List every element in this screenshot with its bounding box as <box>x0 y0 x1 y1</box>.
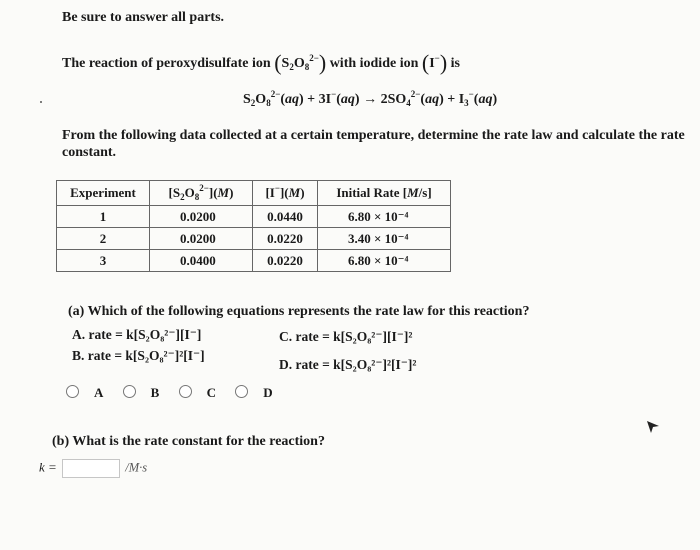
reaction-equation: $S_2O_8^{2-}(aq) + 3I^-(aq) \to 2SO_4^{2-}(aq) + I_3^-(aq)$ <box>243 89 498 108</box>
answer-radio-group <box>66 385 289 401</box>
radio-d[interactable] <box>235 385 248 398</box>
rate-constant-row <box>39 459 147 478</box>
radio-c-label: C <box>206 385 216 400</box>
question-a: (a) Which of the following equations represents the rate law for this reaction? <box>68 304 530 319</box>
radio-c[interactable] <box>179 385 192 398</box>
rate-constant-unit: /M·s <box>125 460 148 475</box>
table-row <box>57 250 451 272</box>
cell-rate: 6.80 × 10⁻⁴ <box>318 206 451 228</box>
radio-d-label: D <box>263 385 273 400</box>
table-row <box>57 228 451 250</box>
cell-rate: 3.40 × 10⁻⁴ <box>318 228 451 250</box>
header-initial-rate: Initial Rate [M/s] <box>318 181 451 206</box>
option-d-text: D. rate = k[S₂O₈²⁻]²[I⁻]² <box>279 357 417 372</box>
stray-dot <box>40 101 42 103</box>
cell-s2o8: 0.0400 <box>150 250 253 272</box>
cell-experiment: 3 <box>57 250 150 272</box>
cell-rate: 6.80 × 10⁻⁴ <box>318 250 451 272</box>
cell-iodide: 0.0440 <box>253 206 318 228</box>
option-c-text: C. rate = k[S₂O₈²⁻][I⁻]² <box>279 329 413 344</box>
cell-iodide: 0.0220 <box>253 250 318 272</box>
radio-a[interactable] <box>66 385 79 398</box>
option-b-text: B. rate = k[S₂O₈²⁻]²[I⁻] <box>72 348 205 363</box>
table-header-row <box>57 181 451 206</box>
header-experiment: Experiment <box>57 181 150 206</box>
radio-a-label: A <box>94 385 104 400</box>
radio-b[interactable] <box>123 385 136 398</box>
instructions-text: Be sure to answer all parts. <box>62 10 225 25</box>
k-label: k = <box>39 459 57 475</box>
reaction-prefix: The reaction of peroxydisulfate ion <box>62 56 271 71</box>
option-a-text: A. rate = k[S₂O₈²⁻][I⁻] <box>72 327 202 342</box>
cell-experiment: 1 <box>57 206 150 228</box>
cell-iodide: 0.0220 <box>253 228 318 250</box>
header-iodide-conc: [I−](M) <box>253 181 318 206</box>
cell-s2o8: 0.0200 <box>150 206 253 228</box>
header-peroxydisulfate-conc: $[S_2O_8^{2-}](M)$ <box>150 181 253 206</box>
problem-prompt: From the following data collected at a certain temperature, determine the rate law and calculate the rate constant. <box>62 128 685 160</box>
reaction-description: The reaction of peroxydisulfate ion $(S_2O_8^{2-})$ with iodide ion (I−) is <box>62 50 460 75</box>
mouse-pointer-icon <box>646 420 660 439</box>
cell-s2o8: 0.0200 <box>150 228 253 250</box>
reaction-suffix: is <box>450 56 460 71</box>
question-b: (b) What is the rate constant for the reaction? <box>52 434 325 449</box>
rate-data-table <box>56 180 451 272</box>
cell-experiment: 2 <box>57 228 150 250</box>
reaction-mid: with iodide ion <box>329 56 419 71</box>
table-row <box>57 206 451 228</box>
rate-constant-input[interactable] <box>62 459 120 478</box>
radio-b-label: B <box>150 385 160 400</box>
